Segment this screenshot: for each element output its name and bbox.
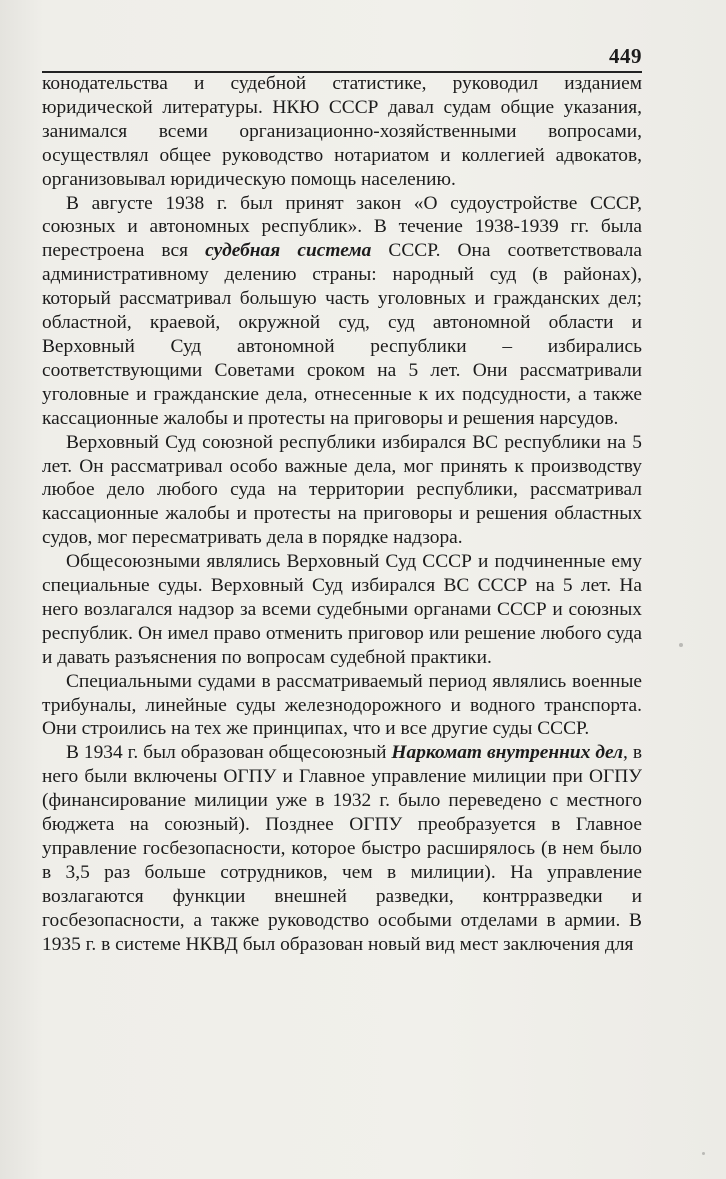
body-text (42, 72, 642, 957)
paragraph-1-text-a: В августе 1938 г. был принят закон «О судоустройстве СССР, союзных и автономных республик». В течение 1938-1939 гг. была перестроена вся (42, 192, 642, 262)
scan-speck (679, 643, 683, 647)
paragraph-5-text-a: В 1934 г. был образован общесоюзный (66, 742, 392, 764)
paragraph-2 (42, 431, 642, 551)
paragraph-4 (42, 670, 642, 742)
paragraph-3-text: Общесоюзными являлись Верховный Суд СССР и подчиненные ему специальные суды. Верховный Суд избирался ВС СССР на 5 лет. На него возлагался надзор за всеми судебными органами СССР и союзных республик. Он имел право отменить приговор или решение любого суда и давать разъяснения по вопросам судебной практики. (42, 551, 642, 668)
scan-speck (702, 1152, 705, 1155)
paragraph-5-text-b: , в него были включены ОГПУ и Главное управление милиции при ОГПУ (финансирование милиции уже в 1932 г. было переведено с местного бюджета на союзный). Позднее ОГПУ преобразуется в Главное управление госбезопасности, которое быстро расширялось (в нем было в 3,5 раз больше сотрудников, чем в милиции). На управление возлагаются функции внешней разведки, контрразведки и госбезопасности, а также руководство особыми отделами в армии. В 1935 г. в системе НКВД был образован новый вид мест заключения для (42, 742, 642, 955)
paragraph-1 (42, 192, 642, 431)
paragraph-5 (42, 741, 642, 956)
paragraph-0 (42, 72, 642, 192)
paragraph-4-text: Специальными судами в рассматриваемый период являлись военные трибуналы, линейные суды железнодорожного и водного транспорта. Они строились на тех же принципах, что и все другие суды СССР. (42, 670, 642, 740)
paragraph-1-text-b: СССР. Она соответствовала административному делению страны: народный суд (в районах), который рассматривал большую часть уголовных и гражданских дел; областной, краевой, окружной суд, суд автономной области и Верховный Суд автономной республики – избирались соответствующими Советами сроком на 5 лет. Они рассматривали уголовные и гражданские дела, отнесенные к их подсудности, а также кассационные жалобы и протесты на приговоры и решения нарсудов. (42, 240, 642, 429)
term-nkvd: Наркомат внутренних дел (391, 742, 624, 764)
paragraph-0-text: конодательства и судебной статистике, руководил изданием юридической литературы. НКЮ СССР давал судам общие указания, занимался всеми организационно-хозяйственными вопросами, осуществлял общее руководство нотариатом и коллегией адвокатов, организовывал юридическую помощь населению. (42, 73, 642, 190)
paragraph-3 (42, 550, 642, 670)
page-number: 449 (609, 44, 642, 68)
paragraph-2-text: Верховный Суд союзной республики избирался ВС республики на 5 лет. Он рассматривал особо важные дела, мог принять к производству любое дело любого суда на территории республики, рассматривал кассационные жалобы и протесты на приговоры и решения областных судов, мог пересматривать дела в порядке надзора. (42, 431, 642, 549)
term-judicial-system: судебная система (205, 240, 372, 262)
